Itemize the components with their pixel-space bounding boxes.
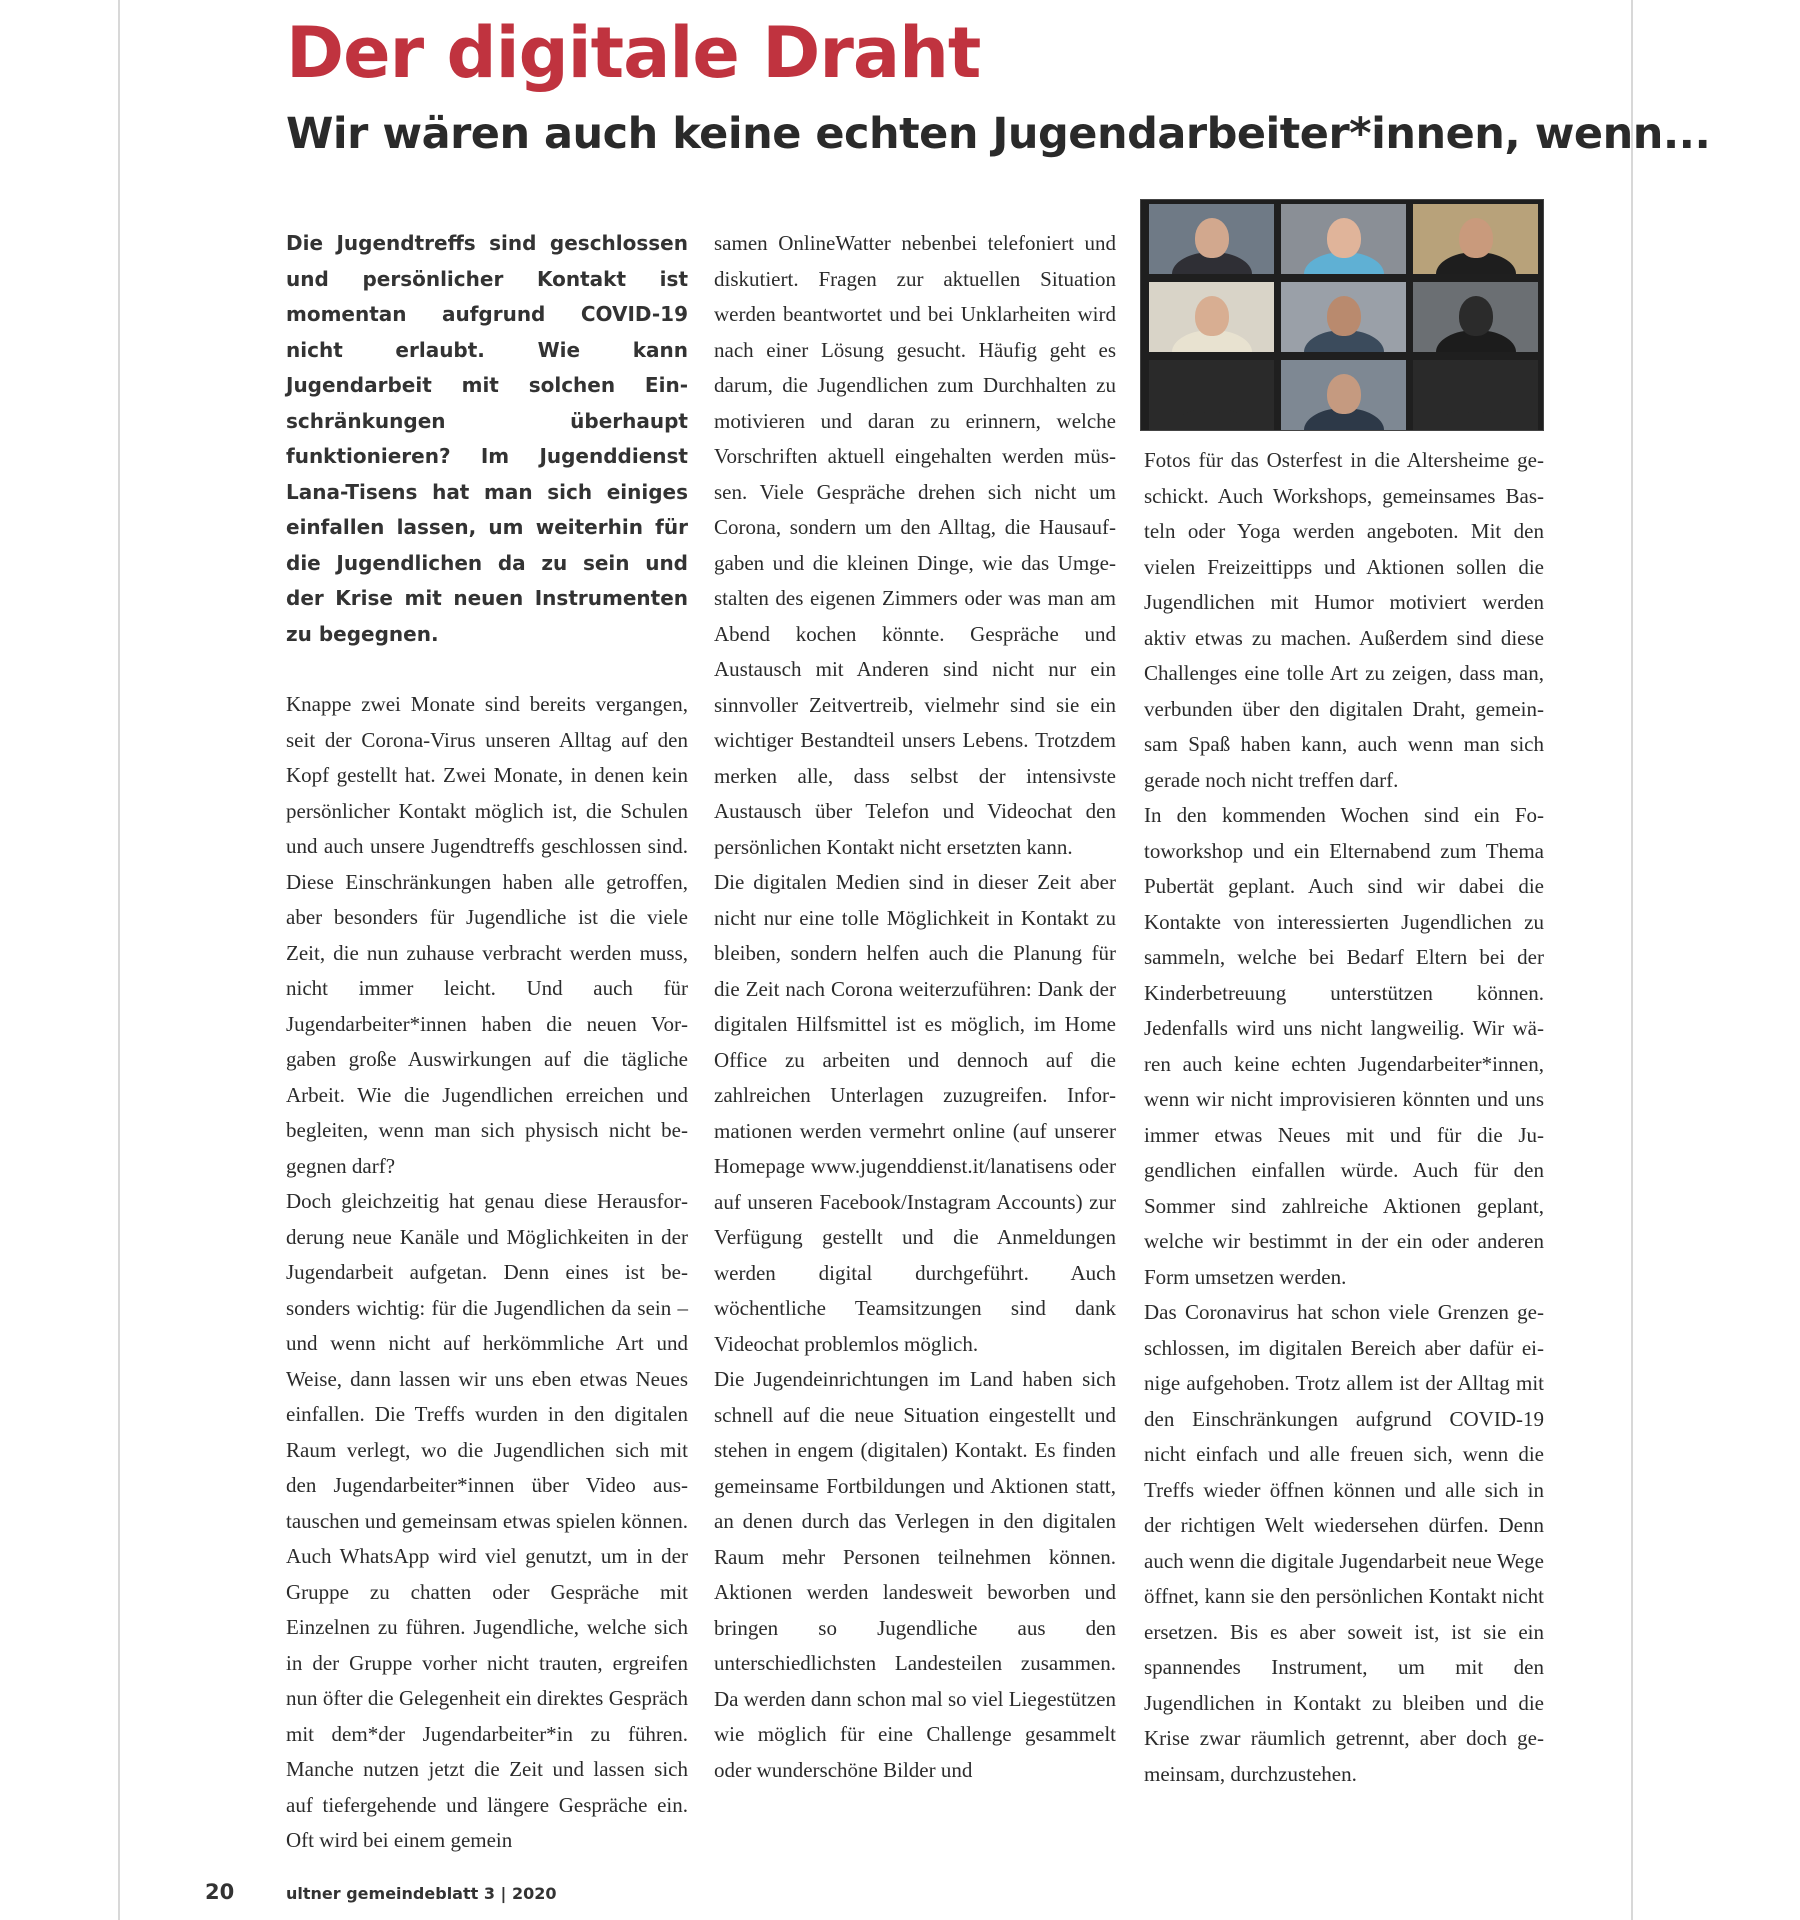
- magazine-name: ultner gemeindeblatt 3 | 2020: [286, 1884, 557, 1903]
- column-3-paragraph: In den kommenden Wochen sind ein Fotoworkshop und ein Elternabend zum Thema Pubertät geplant. Auch sind wir dabei die Kontakte von interessierten Jugendlichen zu sammeln, welche bei Bedarf Eltern bei der Kinderbetreuung unterstützen können. Jedenfalls wird uns nicht langweilig. Wir wären auch keine echten Jugendarbeiter*innen, wenn wir nicht improvisieren könnten und uns immer etwas Neues mit und für die Jugendlichen einfallen würde. Auch für den Sommer sind zahlreiche Aktionen geplant, welche wir bestimmt in der ein oder anderen Form umsetzen werden.: [1144, 803, 1544, 1289]
- page-edge-right: [1631, 0, 1633, 1920]
- column-1: [286, 226, 688, 1859]
- participant-head: [1327, 374, 1361, 414]
- video-tile: [1149, 204, 1274, 274]
- column-3-paragraph: Fotos für das Osterfest in die Altersheime geschickt. Auch Workshops, gemeinsames Basteln oder Yoga werden angeboten. Mit den vielen Freizeittipps und Aktionen sollen die Jugendlichen mit Humor motiviert werden aktiv etwas zu machen. Außerdem sind diese Challenges eine tolle Art zu zeigen, dass man, verbunden über den digitalen Draht, gemeinsam Spaß haben kann, auch wenn man sich gerade noch nicht treffen darf.: [1144, 448, 1544, 792]
- article-subtitle: Wir wären auch keine echten Jugendarbeiter*innen, wenn...: [286, 109, 1711, 159]
- video-tile: [1413, 360, 1538, 430]
- column-2-paragraph: samen OnlineWatter nebenbei telefoniert und diskutiert. Fragen zur aktuellen Situation werden beantwortet und bei Unklarheiten wird nach einer Lösung gesucht. Häufig geht es darum, die Jugendlichen zum Durchhalten zu motivieren und daran zu erinnern, welche Vorschriften aktuell eingehalten werden müssen. Viele Gespräche drehen sich nicht um Corona, sondern um den Alltag, die Hausaufgaben und die kleinen Dinge, wie das Umgestalten des eigenen Zimmers oder was man am Abend kochen könnte. Gespräche und Austausch mit Anderen sind nicht nur ein sinnvoller Zeitvertreib, vielmehr sind sie ein wichtiger Bestandteil unsers Lebens. Trotzdem merken alle, dass selbst der intensivste Austausch über Telefon und Videochat den persönlichen Kontakt nicht ersetzten kann.: [714, 231, 1116, 859]
- column-3: [1144, 443, 1544, 1792]
- article-title: Der digitale Draht: [286, 12, 981, 94]
- column-3-paragraph: Das Coronavirus hat schon viele Grenzen geschlossen, im digitalen Bereich aber dafür einige aufgehoben. Trotz allem ist der Alltag mit den Einschränkungen aufgrund COVID-19 nicht einfach und alle freuen sich, wenn die Treffs wieder öffnen können und alle sich in der richtigen Welt wiedersehen dürfen. Denn auch wenn die digitale Jugendarbeit neue Wege öffnet, kann sie den persönlichen Kontakt nicht ersetzen. Bis es aber soweit ist, ist sie ein spannendes Instrument, um mit den Jugendlichen in Kontakt zu bleiben und die Krise zwar räumlich getrennt, aber doch gemeinsam, durchzustehen.: [1144, 1300, 1544, 1786]
- participant-head: [1195, 374, 1229, 414]
- video-tile: [1281, 282, 1406, 352]
- video-tile: [1413, 204, 1538, 274]
- column-1-paragraph: Knappe zwei Monate sind bereits vergangen, seit der Corona-Virus unseren Alltag auf den Kopf gestellt hat. Zwei Monate, in denen kein persönlicher Kontakt möglich ist, die Schulen und auch unsere Jugendtreffs geschlossen sind. Diese Einschränkungen haben alle getroffen, aber besonders für Jugendliche ist die viele Zeit, die nun zuhause verbracht werden muss, nicht immer leicht. Und auch für Jugendarbeiter*innen haben die neuen Vorgaben große Auswirkungen auf die tägliche Arbeit. Wie die Jugendlichen erreichen und begleiten, wenn man sich physisch nicht begegnen darf?: [286, 692, 688, 1178]
- column-2: [714, 226, 1116, 1788]
- page-number: 20: [205, 1880, 235, 1904]
- article-lead: Die Jugendtreffs sind geschlossen und persönlicher Kontakt ist momentan aufgrund COVID-19 nicht erlaubt. Wie kann Jugendarbeit mit solchen Einschränkungen überhaupt funktionieren? Im Jugenddienst Lana-Tisens hat man sich einiges einfallen lassen, um weiterhin für die Jugendlichen da zu sein und der Krise mit neuen Instrumenten zu begegnen.: [286, 231, 688, 646]
- participant-head: [1459, 374, 1493, 414]
- video-tile: [1281, 360, 1406, 430]
- participant-head: [1459, 218, 1493, 258]
- video-tile: [1281, 204, 1406, 274]
- video-tile: [1149, 360, 1274, 430]
- video-tile: [1413, 282, 1538, 352]
- column-2-paragraph: Die digitalen Medien sind in dieser Zeit aber nicht nur eine tolle Möglichkeit in Kontakt zu bleiben, sondern helfen auch die Planung für die Zeit nach Corona weiterzuführen: Dank der digitalen Hilfsmittel ist es möglich, im Home Office zu arbeiten und dennoch auf die zahlreichen Unterlagen zuzugreifen. Informationen werden vermehrt online (auf unserer Homepage www.jugenddienst.it/lanatisens oder auf unseren Facebook/Instagram Accounts) zur Verfügung gestellt und die Anmeldungen werden digital durchgeführt. Auch wöchentliche Teamsitzungen sind dank Videochat problemlos möglich.: [714, 870, 1116, 1356]
- video-call-photo: [1141, 200, 1543, 430]
- column-2-paragraph: Die Jugendeinrichtungen im Land haben sich schnell auf die neue Situation eingestellt und stehen in engem (digitalen) Kontakt. Es finden gemeinsame Fortbildungen und Aktionen statt, an denen durch das Verlegen in den digitalen Raum mehr Personen teilnehmen können. Aktionen werden landesweit beworben und bringen so Jugendliche aus den unterschiedlichsten Landesteilen zusammen. Da werden dann schon mal so viel Liegestützen wie möglich für eine Challenge gesammelt oder wunderschöne Bilder und: [714, 1367, 1116, 1782]
- participant-head: [1327, 218, 1361, 258]
- column-1-paragraph: Doch gleichzeitig hat genau diese Herausforderung neue Kanäle und Möglichkeiten in der Jugendarbeit aufgetan. Denn eines ist besonders wichtig: für die Jugendlichen da sein – und wenn nicht auf herkömmliche Art und Weise, dann lassen wir uns eben etwas Neues einfallen. Die Treffs wurden in den digitalen Raum verlegt, wo die Jugendlichen sich mit den Jugendarbeiter*innen über Video austauschen und gemeinsam etwas spielen können. Auch WhatsApp wird viel genutzt, um in der Gruppe zu chatten oder Gespräche mit Einzelnen zu führen. Jugendliche, welche sich in der Gruppe vorher nicht trauten, ergreifen nun öfter die Gelegenheit ein direktes Gespräch mit dem*der Jugendarbeiter*in zu führen. Manche nutzen jetzt die Zeit und lassen sich auf tiefergehende und längere Gespräche ein. Oft wird bei einem gemein: [286, 1189, 688, 1852]
- video-tile: [1149, 282, 1274, 352]
- participant-head: [1327, 296, 1361, 336]
- page-edge-left: [118, 0, 120, 1920]
- participant-head: [1195, 218, 1229, 258]
- participant-head: [1459, 296, 1493, 336]
- participant-head: [1195, 296, 1229, 336]
